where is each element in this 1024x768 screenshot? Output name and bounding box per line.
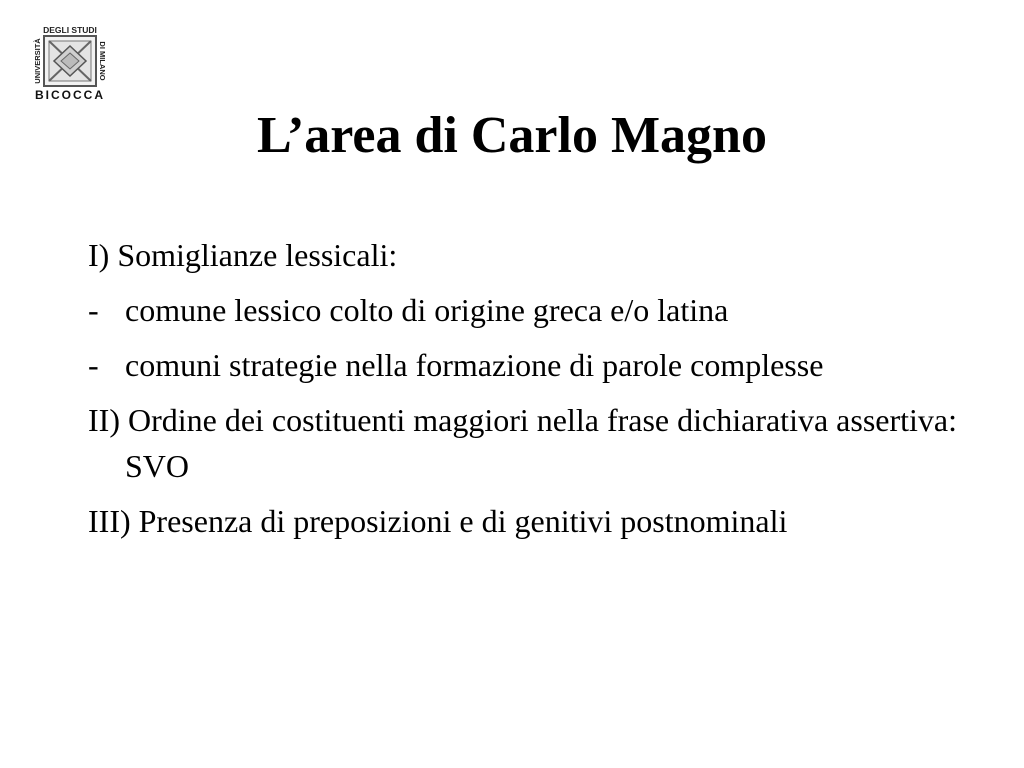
item-text: II) Ordine dei costituenti maggiori nella frase dichiarativa assertiva: SVO <box>88 402 957 484</box>
list-item-heading-1 <box>88 232 968 278</box>
logo-right-text: DI MILANO <box>98 41 107 81</box>
item-text: comuni strategie nella formazione di parole complesse <box>125 347 824 383</box>
logo-bottom-text: BICOCCA <box>35 88 105 102</box>
university-seal-icon <box>30 22 108 102</box>
dash-marker: - <box>88 292 99 328</box>
slide-body <box>88 232 968 553</box>
logo-top-text: DEGLI STUDI <box>43 25 97 35</box>
list-item-sub-1 <box>88 287 968 333</box>
logo-left-text: UNIVERSITÀ <box>33 38 42 84</box>
item-text: III) Presenza di preposizioni e di genitivi postnominali <box>88 503 788 539</box>
item-text: I) Somiglianze lessicali: <box>88 237 398 273</box>
university-logo <box>30 22 108 102</box>
list-item-heading-2 <box>88 397 968 489</box>
item-text: comune lessico colto di origine greca e/o latina <box>125 292 729 328</box>
list-item-sub-2 <box>88 342 968 388</box>
slide-title: L’area di Carlo Magno <box>257 107 767 164</box>
dash-marker: - <box>88 347 99 383</box>
list-item-heading-3 <box>88 498 968 544</box>
